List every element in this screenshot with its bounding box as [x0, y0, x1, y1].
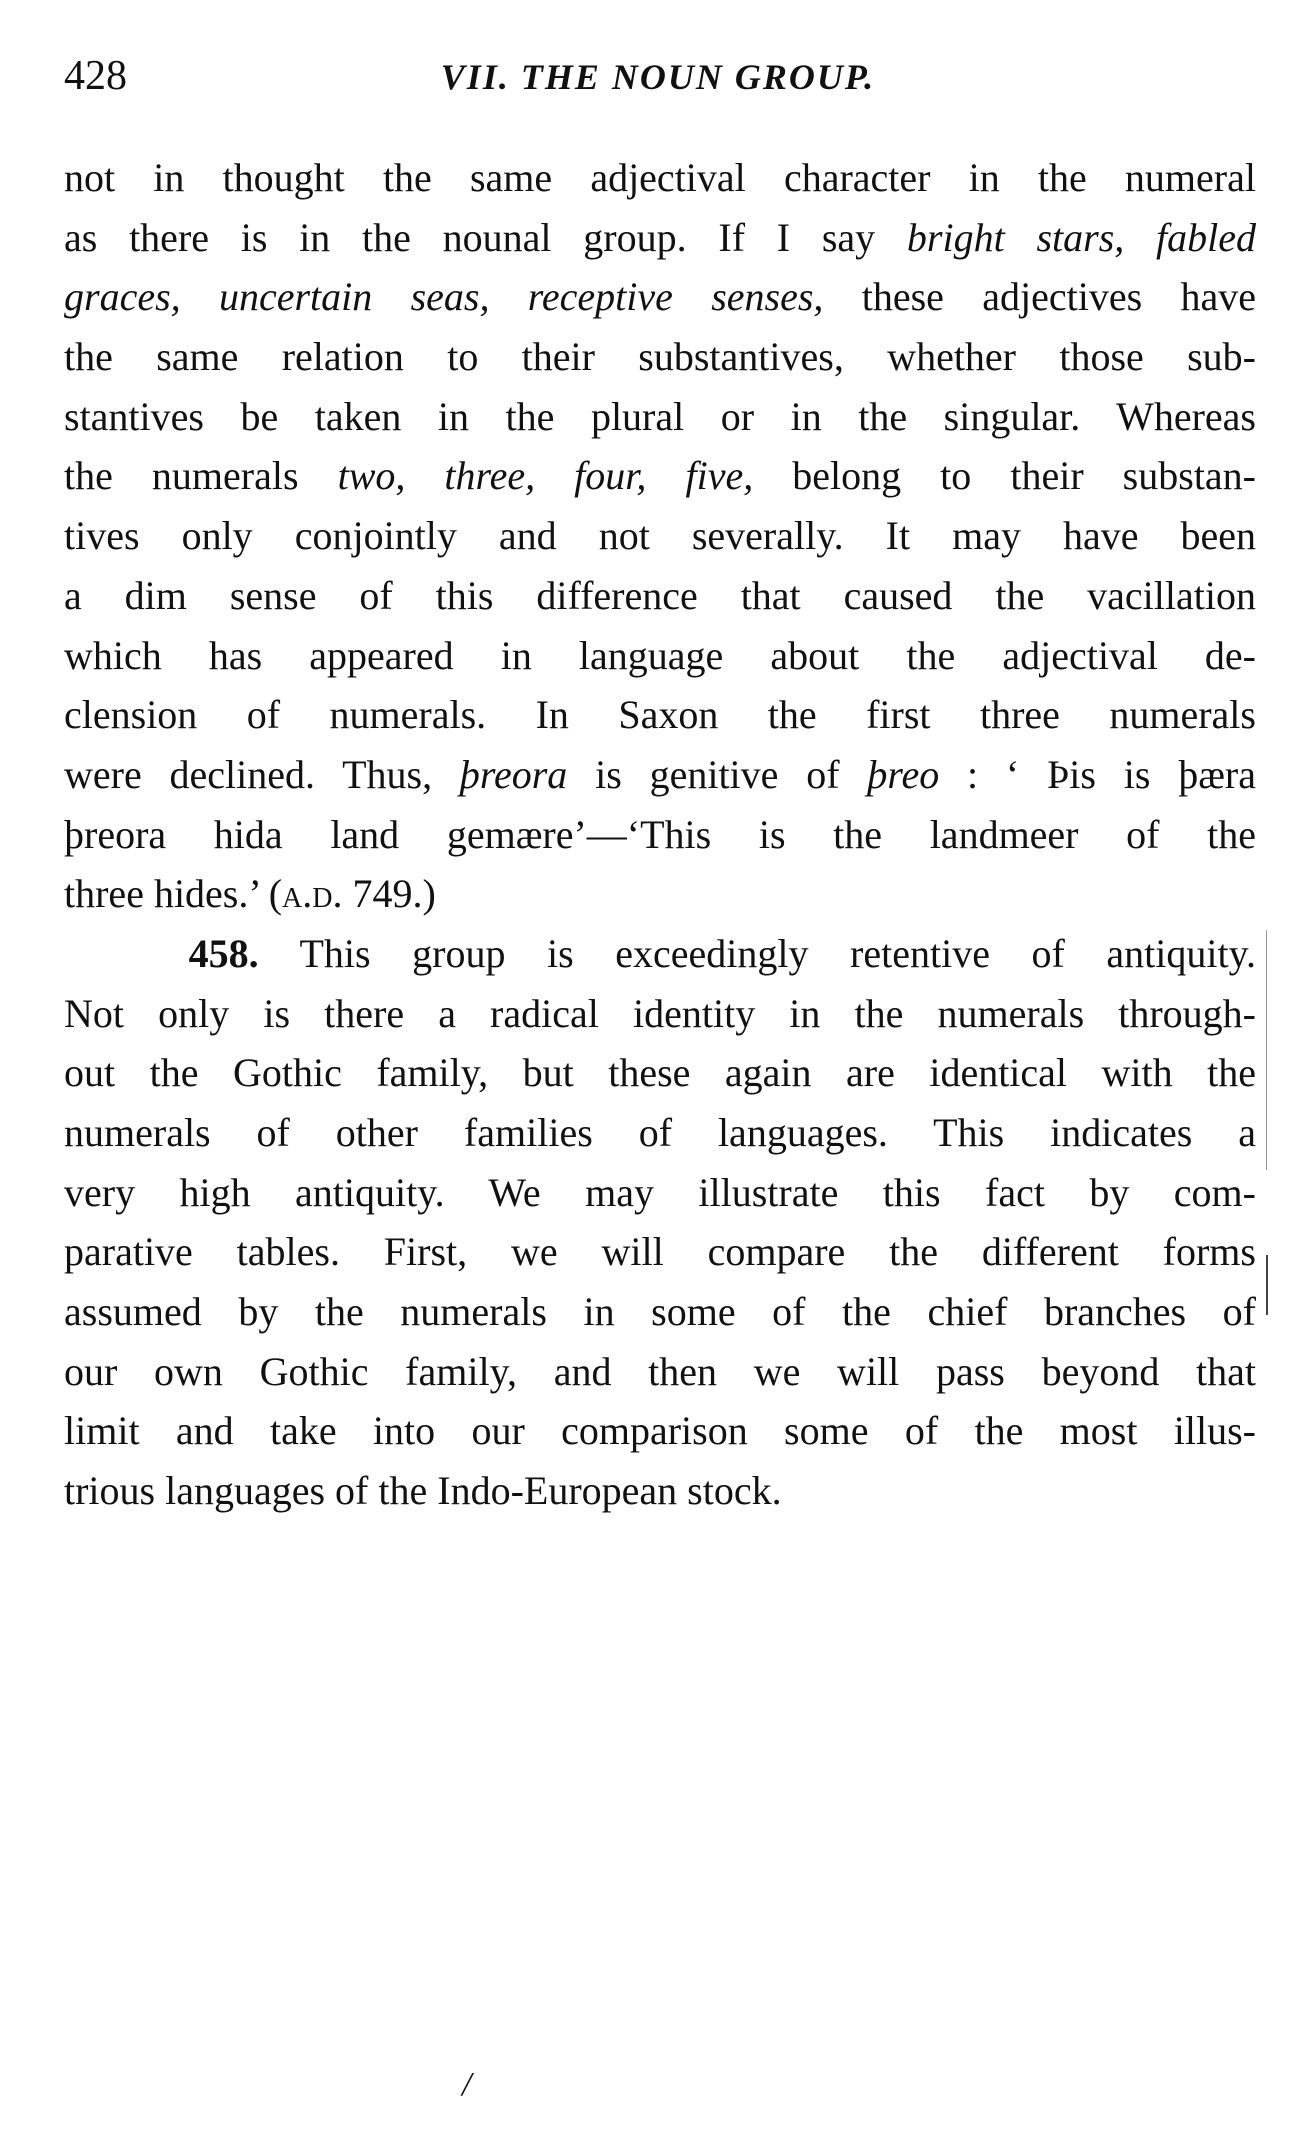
text-run: þreora hida land gemære’—‘This is the landmeer of the — [64, 811, 1256, 857]
text-run: a dim sense of this difference that caused the vacillation — [64, 572, 1256, 618]
text-line — [64, 864, 1256, 924]
text-line — [64, 1342, 1256, 1402]
text-run: the numerals — [64, 453, 338, 499]
text-run: 749.) — [342, 871, 436, 917]
text-line — [64, 626, 1256, 686]
paragraph-458-start — [64, 924, 1256, 984]
italic-text: two, three, four, five, — [337, 453, 754, 499]
scan-margin-mark — [1266, 1255, 1268, 1315]
text-run: trious languages of the Indo-European stock. — [64, 1468, 782, 1514]
text-run: tives only conjointly and not severally. It may have been — [64, 513, 1256, 559]
text-run: as there is in the nounal group. If I say — [64, 214, 907, 260]
scan-margin-mark — [1266, 930, 1267, 1170]
page-number: 428 — [64, 53, 127, 99]
section-number: 458. — [64, 930, 259, 976]
text-run: not in thought the same adjectival character in the numeral — [64, 155, 1256, 200]
text-line — [64, 1103, 1256, 1163]
text-run: which has appeared in language about the adjectival de- — [64, 632, 1256, 678]
text-run: parative tables. First, we will compare the different forms — [64, 1229, 1256, 1275]
text-line — [64, 1282, 1256, 1342]
text-run: assumed by the numerals in some of the chief branches of — [64, 1289, 1256, 1335]
text-line — [64, 1401, 1256, 1461]
italic-text: þreo — [867, 751, 940, 797]
text-line — [64, 327, 1256, 387]
text-line — [64, 984, 1256, 1044]
text-run: the same relation to their substantives, whether those sub- — [64, 334, 1256, 380]
text-run: This group is exceedingly retentive of antiquity. — [258, 930, 1257, 976]
text-line — [64, 1043, 1256, 1103]
text-line — [64, 446, 1256, 506]
text-run: belong to their substan- — [753, 453, 1257, 499]
text-run: Not only is there a radical identity in the numerals through- — [64, 990, 1256, 1036]
text-line — [64, 208, 1256, 268]
text-run: three hides.’ ( — [64, 871, 283, 917]
text-run: stantives be taken in the plural or in the singular. Whereas — [64, 393, 1256, 439]
text-line — [64, 566, 1256, 626]
text-run: were declined. Thus, — [64, 751, 460, 797]
text-run: limit and take into our comparison some of the most illus- — [64, 1408, 1256, 1454]
text-run: our own Gothic family, and then we will pass beyond that — [64, 1348, 1256, 1394]
text-run: is genitive of — [567, 751, 868, 797]
text-line — [64, 805, 1256, 865]
footer-mark: / — [462, 2066, 472, 2103]
italic-text: þreora — [459, 751, 568, 797]
text-line — [64, 685, 1256, 745]
text-line — [64, 148, 1256, 208]
text-line — [64, 506, 1256, 566]
text-run: : ‘ Þis is þæra — [939, 751, 1256, 797]
text-line — [64, 1222, 1256, 1282]
text-run: these adjectives have — [823, 274, 1256, 320]
text-line — [64, 745, 1256, 805]
running-title: VII. THE NOUN GROUP. — [440, 57, 876, 97]
text-line — [64, 1461, 1256, 1521]
italic-text: graces, uncertain seas, receptive senses, — [64, 274, 824, 320]
page-body-text — [64, 148, 1256, 1521]
running-header — [60, 52, 1256, 108]
text-line — [64, 387, 1256, 447]
text-run: clension of numerals. In Saxon the first three numerals — [64, 692, 1256, 738]
text-run: numerals of other families of languages. This indicates a — [64, 1110, 1256, 1155]
italic-text: bright stars, fabled — [906, 214, 1256, 260]
text-line — [64, 1163, 1256, 1223]
text-line — [64, 267, 1256, 327]
text-run: very high antiquity. We may illustrate this fact by com- — [64, 1169, 1256, 1215]
text-run: a.d. — [282, 871, 343, 917]
text-run: out the Gothic family, but these again are identical with the — [64, 1050, 1256, 1096]
